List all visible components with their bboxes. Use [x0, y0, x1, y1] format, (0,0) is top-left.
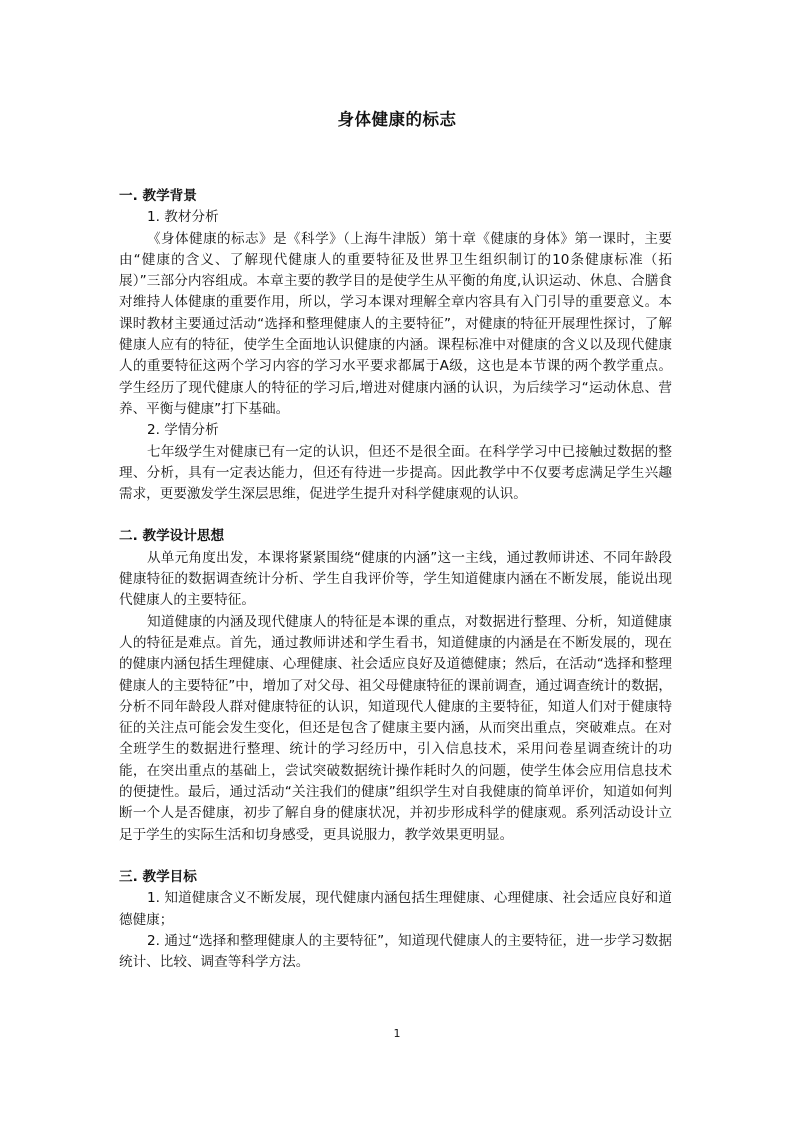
paragraph-student-analysis: 七年级学生对健康已有一定的认识，但还不是很全面。在科学学习中已接触过数据的整理、分析，具有一定表达能力，但还有待进一步提高。因此教学中不仅要考虑满足学生兴趣需求，更要激发学生深层思维，促进学生提升对科学健康观的认识。: [119, 443, 672, 503]
section-heading-background: 一. 教学背景: [119, 188, 197, 204]
section-heading-objectives: 三. 教学目标: [119, 868, 197, 885]
spacer: [119, 846, 672, 867]
document-title: 身体健康的标志: [337, 110, 457, 129]
subsection-label-student-analysis: 2. 学情分析: [147, 422, 219, 439]
subsection-label-textbook-analysis: 1. 教材分析: [147, 209, 219, 226]
objective-item-2: 2. 通过“选择和整理健康人的主要特征”，知道现代健康人的主要特征，进一步学习数据统计、比较、调查等科学方法。: [119, 932, 672, 971]
document-body: [119, 186, 672, 973]
paragraph-design-2: 知道健康的内涵及现代健康人的特征是本课的重点，对数据进行整理、分析，知道健康人的特征是难点。首先，通过教师讲述和学生看书，知道健康的内涵是在不断发展的，现在的健康内涵包括生理健康、心理健康、社会适应良好及道德健康；然后，在活动“选择和整理健康人的主要特征”中，增加了对父母、祖父母健康特征的课前调查，通过调查统计的数据，分析不同年龄段人群对健康特征的认识，知道现代人健康的主要特征，知道人们对于健康特征的关注点可能会发生变化，但还是包含了健康主要内涵，从而突出重点，突破难点。在对全班学生的数据进行整理、统计的学习经历中，引入信息技术，采用问卷星调查统计的功能，在突出重点的基础上，尝试突破数据统计操作耗时久的问题，使学生体会应用信息技术的便捷性。最后，通过活动“关注我们的健康”组织学生对自我健康的简单评价，知道如何判断一个人是否健康，初步了解自身的健康状况，并初步形成科学的健康观。系列活动设计立足于学生的实际生活和切身感受，更具说服力，教学效果更明显。: [119, 613, 672, 843]
paragraph-textbook-analysis: 《身体健康的标志》是《科学》（上海牛津版）第十章《健康的身体》第一课时，主要由“健康的含义、了解现代健康人的重要特征及世界卫生组织制订的10条健康标准（拓展）”三部分内容组成。本章主要的教学目的是使学生从平衡的角度,认识运动、休息、合膳食对维持人体健康的重要作用，所以，学习本课对理解全章内容具有入门引导的重要意义。本课时教材主要通过活动“选择和整理健康人的主要特征”，对健康的特征开展理性探讨，了解健康人应有的特征，使学生全面地认识健康的内涵。课程标准中对健康的含义以及现代健康人的重要特征这两个学习内容的学习水平要求都属于A级，这也是本节课的两个教学重点。学生经历了现代健康人的特征的学习后,增进对健康内涵的认识，为后续学习“运动休息、营养、平衡与健康”打下基础。: [119, 230, 672, 417]
paragraph-design-1: 从单元角度出发，本课将紧紧围绕“健康的内涵”这一主线，通过教师讲述、不同年龄段健康特征的数据调查统计分析、学生自我评价等，学生知道健康内涵在不断发展，能说出现代健康人的主要特征。: [119, 549, 672, 609]
spacer: [119, 505, 672, 526]
objective-item-1: 1. 知道健康含义不断发展，现代健康内涵包括生理健康、心理健康、社会适应良好和道德健康；: [119, 890, 672, 928]
page-number: 1: [393, 1027, 401, 1040]
section-heading-design-thinking: 二. 教学设计思想: [119, 528, 225, 545]
